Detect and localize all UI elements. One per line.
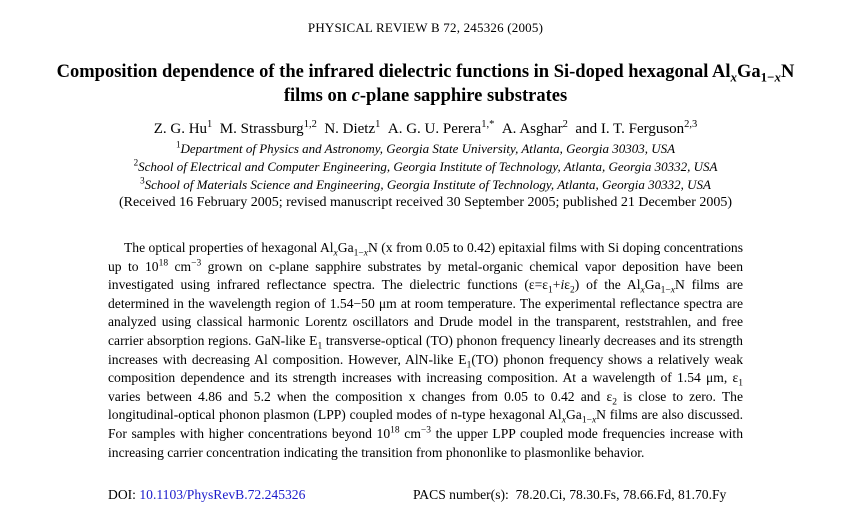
- author-list: [0, 121, 851, 138]
- author: A. G. U. Perera$^{1,*}$: [387, 119, 495, 137]
- footer-row: [108, 487, 743, 503]
- paper-title: [0, 60, 851, 108]
- pacs-values: 78.20.Ci, 78.30.Fs, 78.66.Fd, 81.70.Fy: [515, 487, 727, 502]
- author: N. Dietz$^1$: [324, 119, 381, 137]
- pacs-numbers: [413, 487, 726, 503]
- affiliation-2: $^2$School of Electrical and Computer Engineering, Georgia Institute of Technology, Atlanta, Georgia 30332, USA: [133, 157, 718, 174]
- affiliation-1: $^1$Department of Physics and Astronomy, Georgia State University, Atlanta, Georgia 30303, USA: [175, 139, 676, 156]
- doi-label: DOI:: [108, 487, 136, 502]
- title-line-2: films on c-plane sapphire substrates: [283, 86, 568, 106]
- journal-header: [0, 20, 851, 36]
- received-dates: (Received 16 February 2005; revised manuscript received 30 September 2005; published 21 December 2005): [118, 195, 733, 210]
- author: M. Strassburg$^{1,2}$: [219, 119, 317, 137]
- pacs-label: PACS number(s):: [413, 487, 509, 502]
- affiliation-3: $^3$School of Materials Science and Engineering, Georgia Institute of Technology, Atlanta, Georgia 30332, USA: [140, 175, 711, 192]
- author: A. Asghar$^2$: [501, 119, 568, 137]
- author: Z. G. Hu$^1$: [153, 119, 213, 137]
- abstract: The optical properties of hexagonal $Al_xGa_{1-x}N$ (x from 0.05 to 0.42) epitaxial films with Si doping concentrations up to $10^{18}$ $cm^{-3}$ grown on c-plane sapphire substrates by metal-organic chemical vapor deposition have been investigated using infrared reflectance spectra. The dielectric functions $(\varepsilon=\varepsilon_1+i\varepsilon_2)$ of the $Al_xGa_{1-x}N$ films are determined in the wavelength region of 1.54−50 μm at room temperature. The experimental reflectance spectra are analyzed using classical harmonic Lorentz oscillators and Drude model in the transparent, reststrahlen, and free carrier absorption regions. GaN-like $E_1$ transverse-optical (TO) phonon frequency linearly decreases and its strength increases with decreasing Al composition. However, AlN-like $E_1(TO)$ phonon frequency shows a relatively weak composition dependence and its strength increases with increasing composition. At a wavelength of 1.54 μm, $\varepsilon_1$ varies between 4.86 and 5.2 when the composition x changes from 0.05 to 0.42 and $\varepsilon_2$ is close to zero. The longitudinal-optical phonon plasmon (LPP) coupled modes of n-type hexagonal $Al_xGa_{1-x}N$ films are also discussed. For samples with higher concentrations beyond $10^{18}$ $cm^{-3}$ the upper LPP coupled mode frequencies increase with increasing carrier concentration indicating the transition from phononlike to plasmonlike behavior.: [108, 240, 744, 460]
- doi-link[interactable]: 10.1103/PhysRevB.72.245326: [139, 487, 306, 502]
- title-line-1: Composition dependence of the infrared dielectric functions in Si-doped hexagonal $Al_xGa_{1-x}N$: [56, 62, 795, 85]
- author: and I. T. Ferguson$^{2,3}$: [571, 119, 698, 137]
- journal-citation: PHYSICAL REVIEW B 72, 245326 (2005): [307, 20, 544, 35]
